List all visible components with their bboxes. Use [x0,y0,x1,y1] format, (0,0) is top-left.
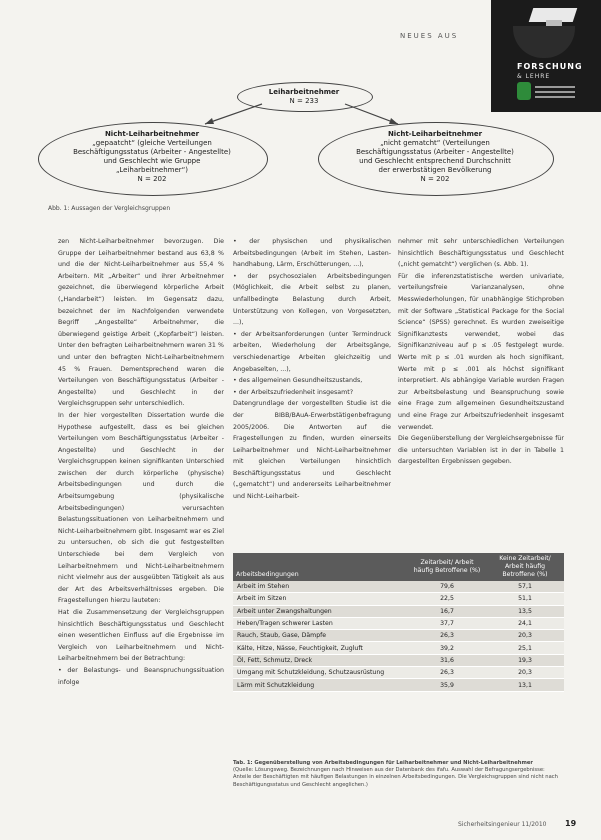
row-value-b: 24,1 [486,617,564,629]
node-line: der erwerbstätigen Bevölkerung [378,166,492,174]
bullet-item: • der Arbeitsanforderungen (unter Termindruck arbeiten, Wiederholung der Arbeitsgänge, verschiedenartige Arbeiten gleichzeitig und Angebaselten, ...), [233,329,391,375]
node-title: Nicht-Leiharbeitnehmer [387,130,483,138]
row-label: Lärm mit Schutzkleidung [233,679,408,691]
row-value-b: 25,1 [486,642,564,654]
bullet-item: • des allgemeinen Gesundheitszustands, [233,375,391,387]
node-line: „nicht gematcht“ (Verteilungen [380,139,490,147]
table-row [233,679,564,691]
paragraph: Hat die Zusammensetzung der Vergleichsgruppen hinsichtlich Beschäftigungsstatus und Geschlecht einen wesentlichen Einfluss auf die Ergebnisse im Vergleich von Leiharbeitnehmern und Nicht-Leiharbeitnehmern bei der Betrachtung: [58,609,224,663]
row-value-a: 31,6 [408,654,486,666]
row-label: Arbeit unter Zwangshaltungen [233,605,408,617]
table-caption [233,760,564,789]
row-value-b: 51,1 [486,593,564,605]
table-header-col2: Zeitarbeit/ Arbeit häufig Betroffene (%) [408,553,486,581]
row-label: Umgang mit Schutzkleidung, Schutzausrüstung [233,667,408,679]
row-value-a: 79,6 [408,581,486,593]
paragraph: In der hier vorgestellten Dissertation wurde die Hypothese aufgestellt, dass es bei gleichen Verteilungen vom Beschäftigungsstatus (Arbeiter - Angestellte) und Geschlecht in der Vergleichsgruppen keinen signifikanten Unterschied zwischen der durch körperliche (physische) Arbeitsbedingungen und durch die Arbeitsumgebung (physikalische Arbeitsbedingungen) verursachten Belastungssituationen von Leiharbeitnehmern und Nicht-Leiharbeitnehmern gibt. Insgesamt war es Ziel zu untersuchen, ob sich die gut festgestellten Unterschiede bei dem Vergleich von Leiharbeitnehmern und Nicht-Leiharbeitnehmern nicht vielmehr aus der ausgeübten Tätigkeit als aus der Art des Arbeitsverhältnisses ergeben. Die Fragestellungen hierzu lauteten: [58,411,224,605]
node-line: Beschäftigungsstatus (Arbeiter - Angestellte) [73,148,231,156]
table-row [233,593,564,605]
row-value-a: 26,3 [408,630,486,642]
row-value-a: 37,7 [408,617,486,629]
node-line: und Geschlecht entsprechend Durchschnitt [359,157,511,165]
bullet-item: • der physischen und physikalischen Arbeitsbedingungen (Arbeit im Stehen, Lasten-handhabung, Lärm, Erschütterungen, ...), [233,236,391,271]
paragraph: Datengrundlage der vorgestellten Studie ist die der BIBB/BAuA-Erwerbstätigenbefragung 2005/2006. Die Antworten auf die Fragestellungen zu finden, wurden einerseits Leiharbeitnehmer und Nicht-Leiharbeitnehmer mit gleichen Verteilungen hinsichtlich Beschäftigungsstatus und Geschlecht („gematcht“) und andererseits Leiharbeitnehmer und Nicht-Leiharbeit- [233,400,391,501]
table-row [233,642,564,654]
row-value-b: 57,1 [486,581,564,593]
node-line: und Geschlecht wie Gruppe [103,157,201,165]
table-row [233,617,564,629]
row-value-b: 20,3 [486,630,564,642]
results-table [233,553,564,692]
row-label: Heben/Tragen schwerer Lasten [233,617,408,629]
logo-word: FORSCHUNG [517,62,583,71]
node-n: N = 202 [420,175,450,183]
node-line: „gepaatcht“ (gleiche Verteilungen [92,139,212,147]
row-value-b: 20,3 [486,667,564,679]
text-column-2 [233,236,391,503]
node-leiharbeitnehmer [237,88,371,106]
table-caption-body: (Quelle: Lösungsweg. Bezeichnungen nach Hinweisen aus der Datenbank des ifafu. Auswahl der Befragungsergebnisse: Anteile der Beschäftigten mit häufigen Belastungen in einzelnen Arbeitsbedingungen. Die Vergleichsgruppen sind nicht nach Beschäftigungsstatus und Geschlecht angeglichen.) [233,767,558,788]
paragraph: zen Nicht-Leiharbeitnehmer bevorzugen. Die Gruppe der Leiharbeitnehmer bestand aus 63,8 % und die der Nicht-Leiharbeitnehmer aus 55,4 % Arbeitern. Mit „Arbeiter“ und ihrer Arbeitnehmer gezeichnet, die überwiegend körperliche Arbeit („Handarbeit“) leisten. Im Gegensatz dazu, bezeichnet der im Nachfolgenden verwendete Begriff „Angestellte“ Arbeitnehmer, die überwiegend geistige Arbeit („Kopfarbeit“) leisten. Unter den befragten Leiharbeitnehmern waren 31 % und unter den befragten Nicht-Leiharbeitnehmern 45 % Frauen. Dementsprechend waren die Verteilungen von Beschäftigungsstatus (Arbeiter - Angestellte) und Geschlecht in der Vergleichsgruppen sehr unterschiedlich. [58,238,224,408]
row-label: Rauch, Staub, Gase, Dämpfe [233,630,408,642]
row-label: Arbeit im Sitzen [233,593,408,605]
bullet-item: • der Belastungs- und Beanspruchungssituation infolge [58,665,224,688]
row-value-a: 39,2 [408,642,486,654]
table-row [233,654,564,666]
node-line: „Leiharbeitnehmer“) [116,166,188,174]
paragraph: Die Gegenüberstellung der Vergleichsergebnisse für die untersuchten Variablen ist in der in Tabelle 1 dargestellten Ergebnissen gegeben. [398,435,564,466]
journal-footer: Sicherheitsingenieur 11/2010 [458,821,547,828]
paragraph: Für die inferenzstatistische werden univariate, verteilungsfreie Varianzanalysen, ohne Messwiederholungen, für unabhängige Stichproben mit der Software „Statistical Package for the Social Science“ (SPSS) gerechnet. Es wurden zweiseitige Signifikanztests verwendet, wobei das Signifikanzniveau auf p ≤ .05 festgelegt wurde. Werte mit p ≤ .01 wurden als hoch signifikant, Werte mit p ≤ .001 als höchst signifikant interpretiert. Als abhängige Variable wurden Fragen zur Arbeitsbelastung und Beanspruchung sowie eine Frage zum allgemeinen Gesundheitszustand und eine Frage zur Arbeitszufriedenheit insgesamt verwendet. [398,272,564,431]
arrowhead-left-icon [205,118,214,124]
paragraph: nehmer mit sehr unterschiedlichen Verteilungen hinsichtlich Beschäftigungsstatus und Geschlecht („nicht gematcht“) verglichen (s. Abb. 1). [398,238,564,269]
row-label: Kälte, Hitze, Nässe, Feuchtigkeit, Zugluft [233,642,408,654]
row-value-b: 19,3 [486,654,564,666]
node-line: Beschäftigungsstatus (Arbeiter - Angestellte) [356,148,514,156]
node-n: N = 202 [137,175,167,183]
node-nicht-gematcht [324,130,546,184]
row-value-b: 13,1 [486,679,564,691]
table-header-col3: Keine Zeitarbeit/ Arbeit häufig Betroffene (%) [486,553,564,581]
table-row [233,581,564,593]
row-value-a: 22,5 [408,593,486,605]
logo-sub: & LEHRE [517,73,551,80]
row-value-a: 26,3 [408,667,486,679]
figure-caption: Abb. 1: Aussagen der Vergleichsgruppen [48,205,171,212]
row-value-b: 13,5 [486,605,564,617]
rubric-label: NEUES AUS [400,32,459,40]
row-value-a: 35,9 [408,679,486,691]
node-title: Leiharbeitnehmer [268,88,340,96]
page-number: 19 [565,819,577,828]
text-column-3 [398,236,564,468]
row-value-a: 16,7 [408,605,486,617]
node-gematcht [44,130,260,184]
text-column-1 [58,236,224,688]
table-row [233,667,564,679]
row-label: Arbeit im Stehen [233,581,408,593]
node-n: N = 233 [289,97,319,105]
node-title: Nicht-Leiharbeitnehmer [104,130,200,138]
table-header-label: Arbeitsbedingungen [233,553,408,581]
bullet-item: • der psychosozialen Arbeitsbedingungen (Möglichkeit, die Arbeit selbst zu planen, unfallbedingte Belastung durch Arbeit, Unterstützung von Kollegen, von Vorgesetzten, ...), [233,271,391,329]
bullet-item: • der Arbeitszufriedenheit insgesamt? [233,387,391,399]
table-row [233,605,564,617]
table-row [233,630,564,642]
table-caption-title: Tab. 1: Gegenüberstellung von Arbeitsbedingungen für Leiharbeitnehmer und Nicht-Leiharbeitnehmer [233,760,533,766]
row-label: Öl, Fett, Schmutz, Dreck [233,654,408,666]
